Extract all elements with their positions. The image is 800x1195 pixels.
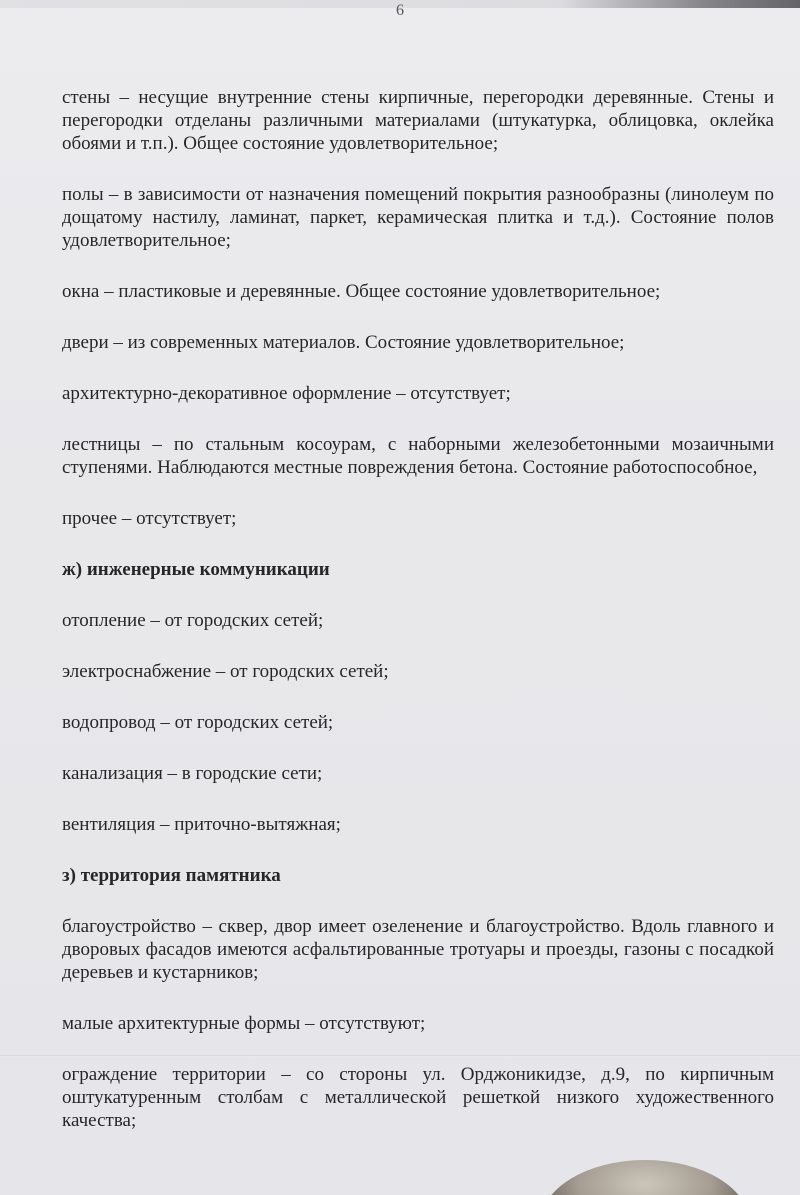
page-number: 6 — [396, 2, 404, 19]
paragraph-water-supply: водопровод – от городских сетей; — [62, 712, 334, 733]
paragraph-doors: двери – из современных материалов. Состояние удовлетворительное; — [62, 332, 625, 353]
paragraph-sewerage: канализация – в городские сети; — [62, 763, 323, 784]
document-body — [62, 86, 774, 1160]
paragraph-ventilation: вентиляция – приточно-вытяжная; — [62, 814, 341, 835]
paragraph-decoration: архитектурно-декоративное оформление – отсутствует; — [62, 383, 511, 404]
paragraph-heating: отопление – от городских сетей; — [62, 610, 324, 631]
paragraph-floors: полы – в зависимости от назначения помещений покрытия разнообразны (линолеум по дощатому настилу, ламинат, паркет, керамическая плитка и т.д.). Состояние полов удовлетворительное; — [62, 184, 774, 251]
section-heading-engineering: ж) инженерные коммуникации — [62, 559, 330, 580]
paragraph-stairs: лестницы – по стальным косоурам, с наборными железобетонными мозаичными ступенями. Наблюдаются местные повреждения бетона. Состояние работоспособное, — [62, 434, 774, 478]
paragraph-electricity: электроснабжение – от городских сетей; — [62, 661, 389, 682]
paragraph-small-forms: малые архитектурные формы – отсутствуют; — [62, 1013, 426, 1034]
shell-object-photo — [540, 1160, 750, 1195]
paragraph-other: прочее – отсутствует; — [62, 508, 237, 529]
paragraph-walls: стены – несущие внутренние стены кирпичные, перегородки деревянные. Стены и перегородки отделаны различными материалами (штукатурка, облицовка, оклейка обоями и т.п.). Общее состояние удовлетворительное; — [62, 87, 774, 154]
paragraph-landscaping: благоустройство – сквер, двор имеет озеленение и благоустройство. Вдоль главного и дворовых фасадов имеются асфальтированные тротуары и проезды, газоны с посадкой деревьев и кустарников; — [62, 916, 774, 983]
section-heading-territory: з) территория памятника — [62, 865, 281, 886]
paragraph-windows: окна – пластиковые и деревянные. Общее состояние удовлетворительное; — [62, 281, 661, 302]
page-fold-line — [0, 1055, 800, 1057]
paragraph-fencing: ограждение территории – со стороны ул. Орджоникидзе, д.9, по кирпичным оштукатуренным столбам с металлической решеткой низкого художественного качества; — [62, 1064, 774, 1131]
